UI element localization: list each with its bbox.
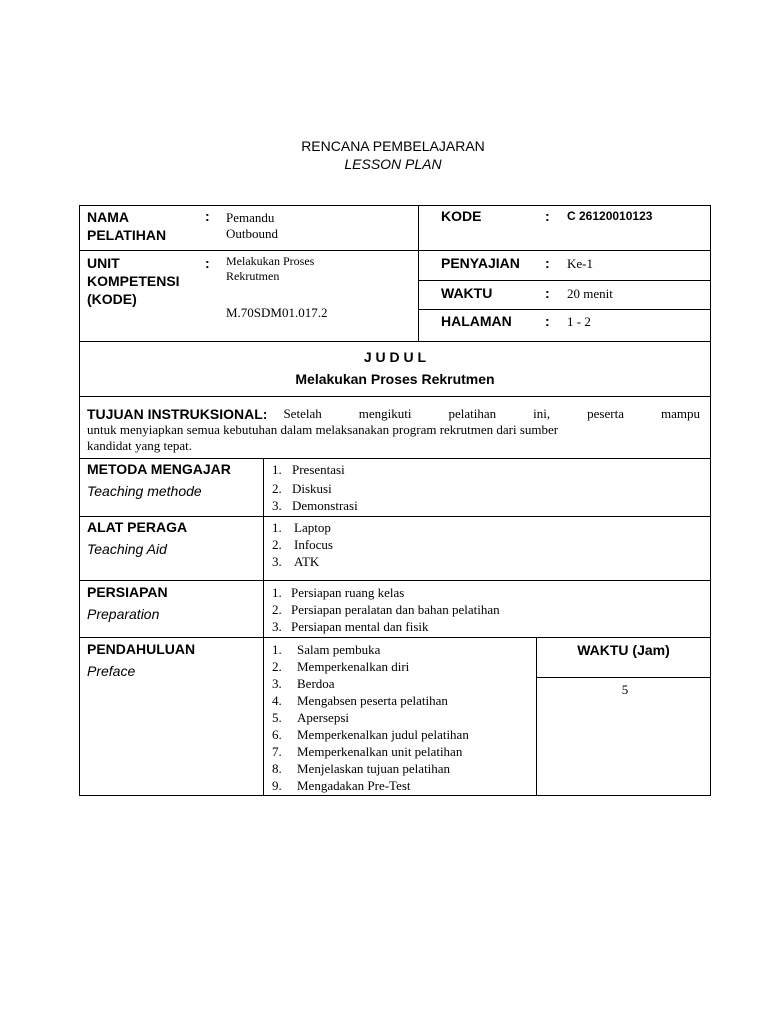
waktu-colon: : xyxy=(545,285,550,301)
judul-heading: J U D U L xyxy=(363,349,427,365)
penyajian-value: Ke-1 xyxy=(567,256,593,271)
halaman-colon: : xyxy=(545,313,550,329)
list-item: 5. Apersepsi xyxy=(272,710,349,725)
waktu-jam-label: WAKTU (Jam) xyxy=(577,642,670,658)
list-item: 2. Infocus xyxy=(272,537,333,552)
halaman-value: 1 - 2 xyxy=(567,314,591,329)
document-subtitle: LESSON PLAN xyxy=(344,156,442,172)
list-item: 8. Menjelaskan tujuan pelatihan xyxy=(272,761,451,776)
list-item: 1. Salam pembuka xyxy=(272,642,381,657)
alat-list xyxy=(272,519,333,570)
unit-kompetensi-label: UNIT KOMPETENSI (KODE) xyxy=(87,255,180,307)
metoda-list xyxy=(272,461,358,511)
persiapan-sublabel: Preparation xyxy=(87,606,160,622)
tujuan-label: TUJUAN INSTRUKSIONAL: xyxy=(87,406,268,422)
list-item: 2. Memperkenalkan diri xyxy=(272,659,410,674)
metoda-sublabel: Teaching methode xyxy=(87,483,202,499)
list-item: 1. Laptop xyxy=(272,520,331,535)
nama-pelatihan-label: NAMA PELATIHAN xyxy=(87,209,167,243)
nama-pelatihan-value: Pemandu Outbound xyxy=(226,210,278,241)
judul-title: Melakukan Proses Rekrutmen xyxy=(295,371,495,387)
list-item: 1. Presentasi xyxy=(272,462,345,477)
tujuan-text xyxy=(87,406,700,454)
list-item: 3. Persiapan mental dan fisik xyxy=(272,619,429,634)
alat-sublabel: Teaching Aid xyxy=(87,541,167,557)
list-item: 6. Memperkenalkan judul pelatihan xyxy=(272,727,469,742)
persiapan-label: PERSIAPAN xyxy=(87,584,168,600)
alat-label: ALAT PERAGA xyxy=(87,519,188,535)
info-divider xyxy=(418,205,419,341)
tujuan-line2: untuk menyiapkan semua kebutuhan dalam melaksanakan program rekrutmen dari sumber xyxy=(87,422,559,437)
pendahuluan-list xyxy=(272,641,469,794)
list-item: 2. Persiapan peralatan dan bahan pelatihan xyxy=(272,602,500,617)
pendahuluan-label: PENDAHULUAN xyxy=(87,641,196,657)
unit-code: M.70SDM01.017.2 xyxy=(226,305,328,320)
kode-colon: : xyxy=(545,208,550,224)
nama-colon: : xyxy=(205,208,210,224)
penyajian-colon: : xyxy=(545,255,550,271)
list-item: 2. Diskusi xyxy=(272,481,332,496)
document-title: RENCANA PEMBELAJARAN xyxy=(301,138,485,154)
kode-value: C 26120010123 xyxy=(567,209,653,223)
list-item: 3. ATK xyxy=(272,554,320,569)
penyajian-label: PENYAJIAN xyxy=(441,255,520,271)
list-item: 7. Memperkenalkan unit pelatihan xyxy=(272,744,463,759)
kode-label: KODE xyxy=(441,208,482,224)
list-item: 3. Berdoa xyxy=(272,676,335,691)
tujuan-line1: Setelah mengikuti pelatihan ini, peserta mampu xyxy=(283,406,700,421)
unit-kompetensi-value: Melakukan Proses Rekrutmen xyxy=(226,254,315,283)
tujuan-line3: kandidat yang tepat. xyxy=(87,438,193,453)
waktu-jam-value: 5 xyxy=(621,682,629,697)
list-item: 4. Mengabsen peserta pelatihan xyxy=(272,693,448,708)
halaman-label: HALAMAN xyxy=(441,313,512,329)
waktu-value: 20 menit xyxy=(567,286,613,301)
persiapan-list xyxy=(272,584,500,635)
list-item: 1. Persiapan ruang kelas xyxy=(272,585,405,600)
list-item: 9. Mengadakan Pre-Test xyxy=(272,778,411,793)
metoda-label: METODA MENGAJAR xyxy=(87,461,231,477)
pendahuluan-sublabel: Preface xyxy=(87,663,136,679)
list-item: 3. Demonstrasi xyxy=(272,498,358,513)
unit-colon: : xyxy=(205,255,210,271)
waktu-label: WAKTU xyxy=(441,285,493,301)
